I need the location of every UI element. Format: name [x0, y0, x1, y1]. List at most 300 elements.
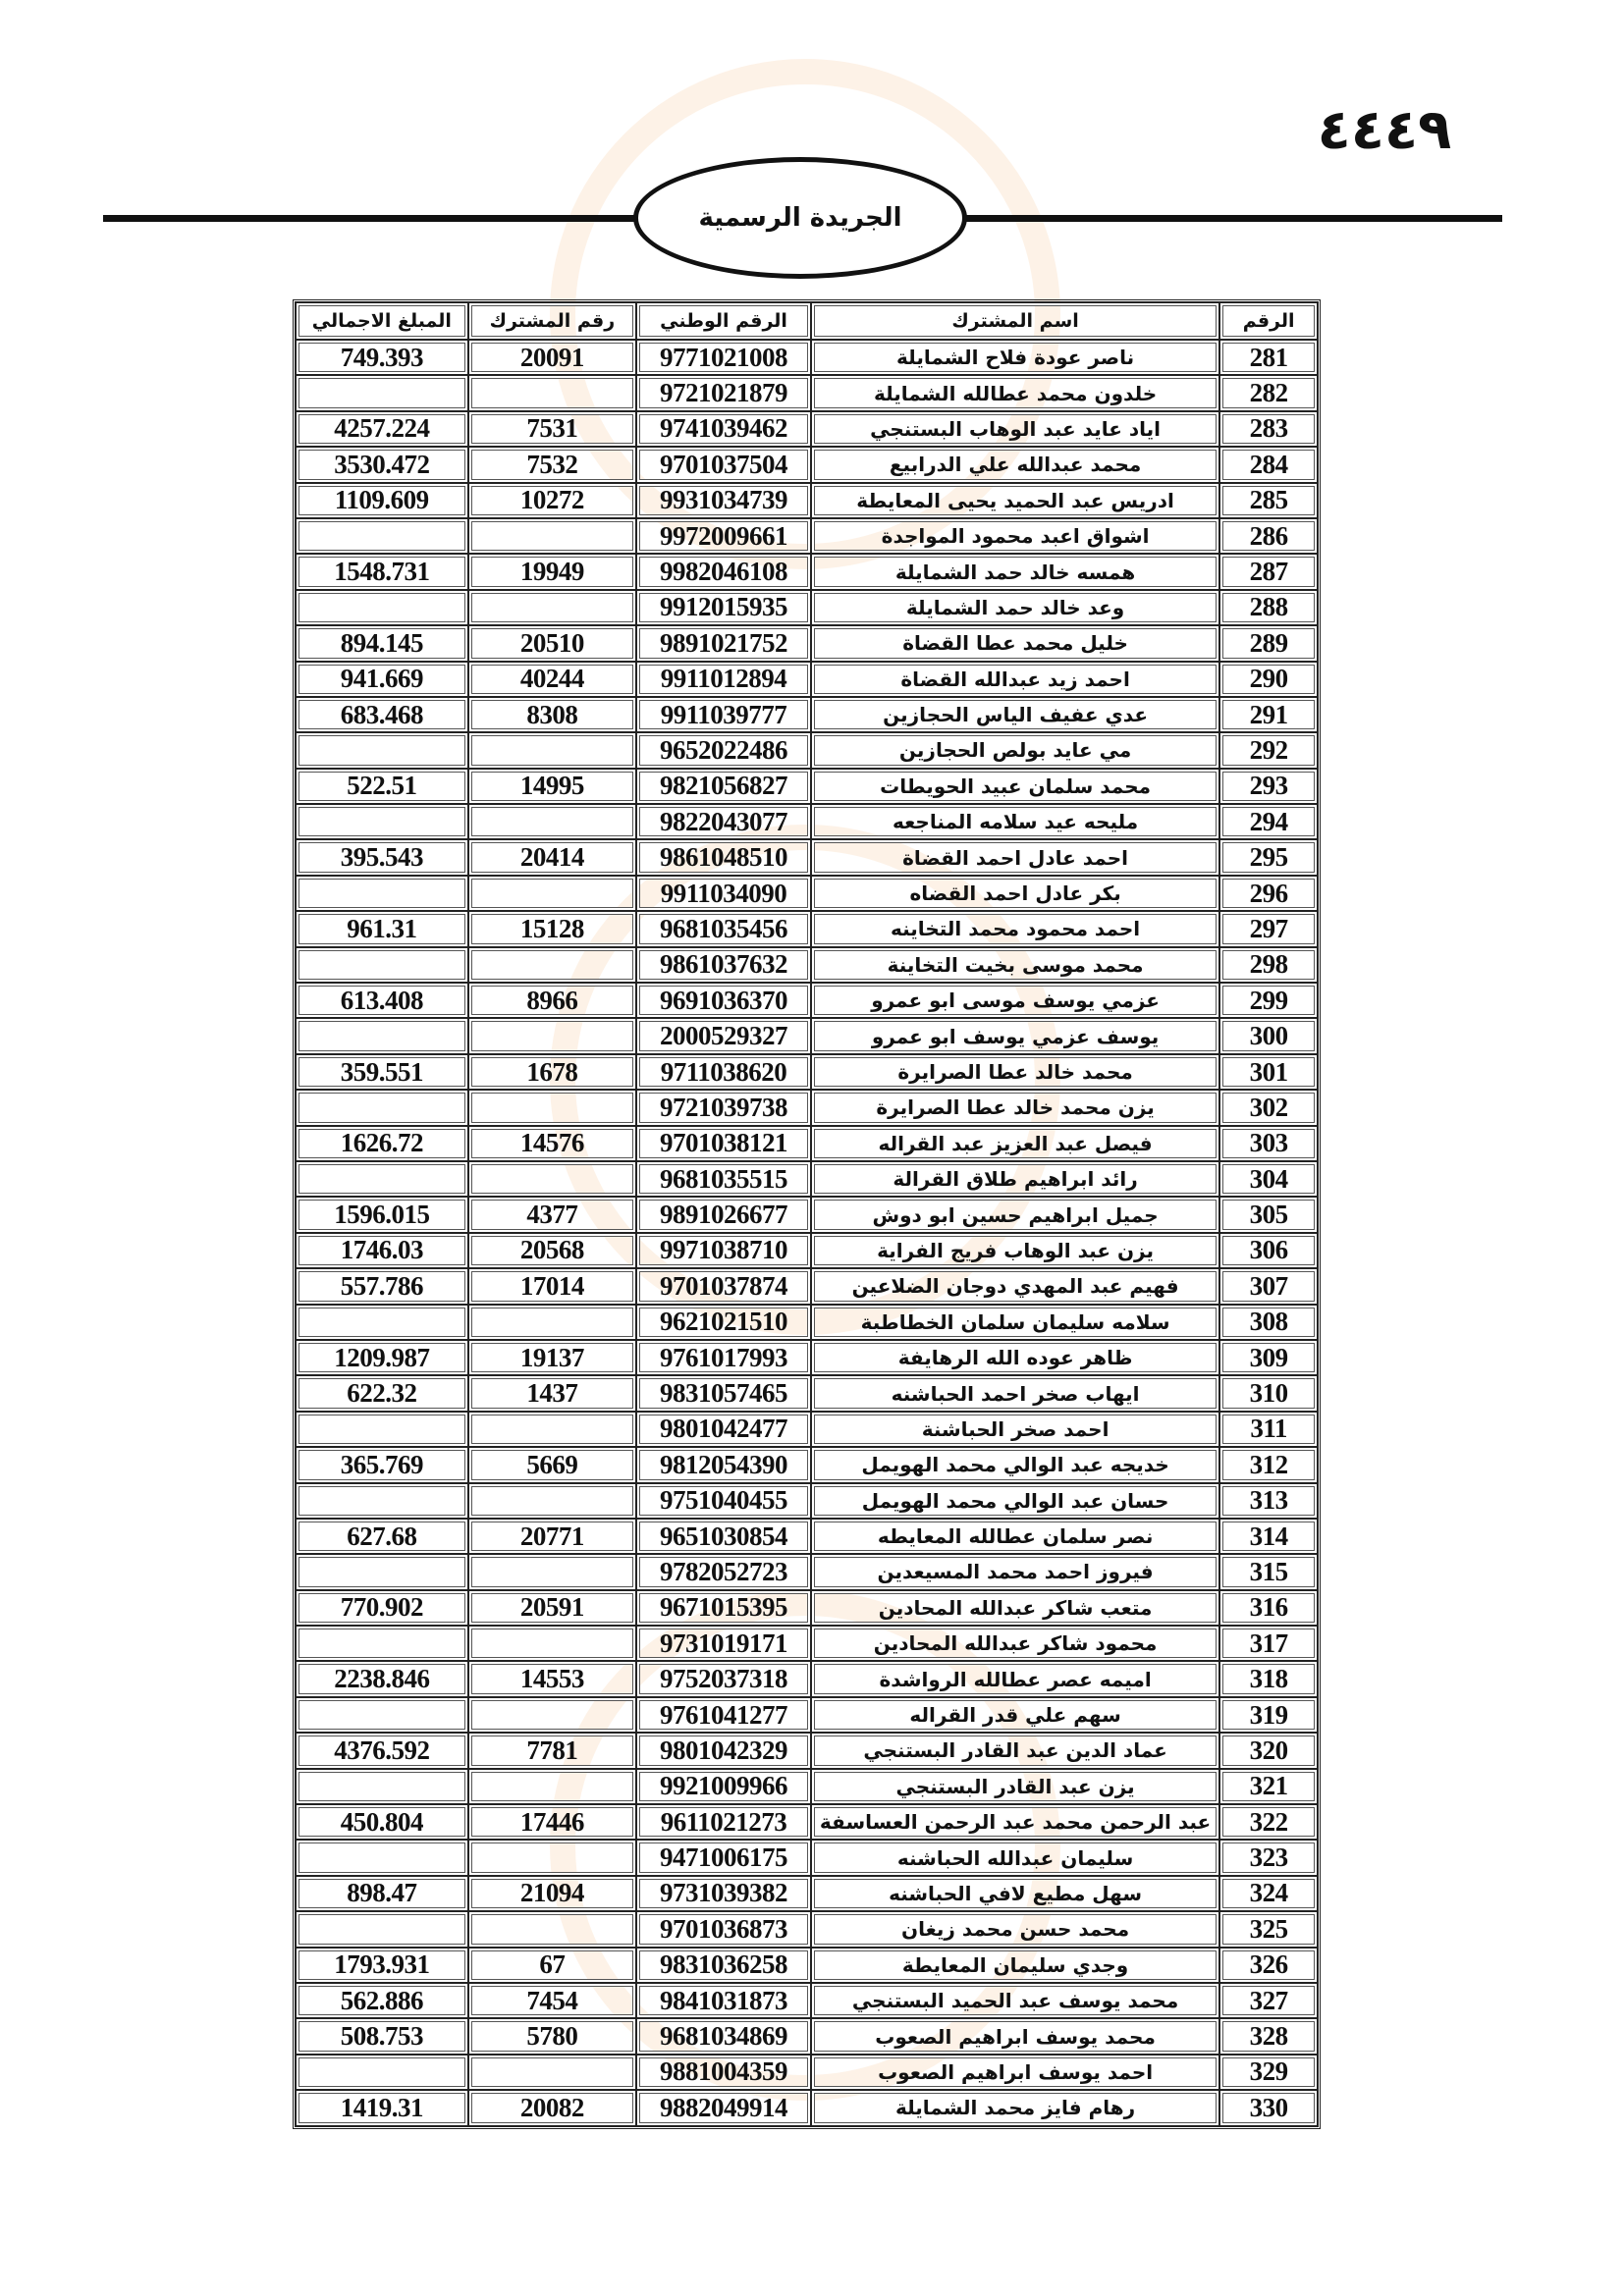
subscriber-name: جميل ابراهيم حسين ابو دوش: [811, 1197, 1219, 1232]
total-amount: 941.669: [296, 662, 468, 697]
table-row: [296, 625, 1318, 661]
national-id: 9891021752: [636, 625, 811, 661]
subscriber-number: 14995: [468, 769, 637, 804]
subscriber-name: يزن عبد القادر البستنجي: [811, 1769, 1219, 1804]
subscriber-number: [468, 804, 637, 839]
table-row: [296, 1554, 1318, 1589]
subscriber-name: فيصل عبد العزيز عبد القراله: [811, 1126, 1219, 1161]
table-row: [296, 1948, 1318, 1983]
row-number: 307: [1219, 1268, 1318, 1304]
row-number: 291: [1219, 697, 1318, 732]
table-row: [296, 1733, 1318, 1768]
table-row: [296, 732, 1318, 768]
row-number: 324: [1219, 1876, 1318, 1911]
subscriber-number: 1678: [468, 1054, 637, 1090]
col-header-number: الرقم: [1219, 302, 1318, 340]
subscriber-name: وجدي سليمان المعايطة: [811, 1948, 1219, 1983]
total-amount: 557.786: [296, 1268, 468, 1304]
table-row: [296, 340, 1318, 375]
subscriber-name: محمد يوسف ابراهيم الصعوب: [811, 2018, 1219, 2054]
total-amount: 627.68: [296, 1519, 468, 1554]
row-number: 328: [1219, 2018, 1318, 2054]
subscriber-number: [468, 1018, 637, 1053]
row-number: 330: [1219, 2090, 1318, 2125]
gazette-title: الجريدة الرسمية: [698, 203, 902, 233]
table-row: [296, 1911, 1318, 1947]
subscriber-number: [468, 1554, 637, 1589]
national-id: 9681034869: [636, 2018, 811, 2054]
col-header-total-amount: المبلغ الاجمالي: [296, 302, 468, 340]
subscriber-name: ادريس عبد الحميد يحيى المعايطة: [811, 483, 1219, 518]
subscriber-name: احمد محمود محمد التخاينه: [811, 911, 1219, 946]
table-row: [296, 1412, 1318, 1447]
table-row: [296, 769, 1318, 804]
national-id: 9652022486: [636, 732, 811, 768]
table-row: [296, 1697, 1318, 1733]
subscriber-number: 17446: [468, 1804, 637, 1840]
national-id: 9611021273: [636, 1804, 811, 1840]
row-number: 284: [1219, 447, 1318, 482]
total-amount: [296, 732, 468, 768]
subscriber-number: [468, 518, 637, 554]
total-amount: 4376.592: [296, 1733, 468, 1768]
national-id: 9861048510: [636, 839, 811, 875]
national-id: 9721021879: [636, 375, 811, 410]
row-number: 292: [1219, 732, 1318, 768]
national-id: 9882049914: [636, 2090, 811, 2125]
table-row: [296, 2090, 1318, 2125]
total-amount: [296, 2055, 468, 2090]
subscriber-name: احمد يوسف ابراهيم الصعوب: [811, 2055, 1219, 2090]
row-number: 300: [1219, 1018, 1318, 1053]
row-number: 281: [1219, 340, 1318, 375]
subscriber-number: 20510: [468, 625, 637, 661]
table-row: [296, 1054, 1318, 1090]
total-amount: [296, 1911, 468, 1947]
subscriber-number: 5669: [468, 1447, 637, 1482]
subscriber-number: 14553: [468, 1661, 637, 1696]
row-number: 288: [1219, 590, 1318, 625]
national-id: 9801042329: [636, 1733, 811, 1768]
national-id: 9471006175: [636, 1840, 811, 1875]
total-amount: 1209.987: [296, 1340, 468, 1375]
subscriber-number: [468, 1840, 637, 1875]
subscriber-number: 20591: [468, 1590, 637, 1626]
subscriber-number: 7532: [468, 447, 637, 482]
total-amount: 898.47: [296, 1876, 468, 1911]
table-row: [296, 1161, 1318, 1197]
subscriber-number: 20091: [468, 340, 637, 375]
total-amount: [296, 518, 468, 554]
national-id: 9751040455: [636, 1483, 811, 1519]
table-row: [296, 1626, 1318, 1661]
subscriber-number: 19949: [468, 554, 637, 589]
subscriber-number: [468, 590, 637, 625]
table-row: [296, 1305, 1318, 1340]
national-id: 9831057465: [636, 1375, 811, 1411]
total-amount: 683.468: [296, 697, 468, 732]
table-row: [296, 554, 1318, 589]
table-row: [296, 1840, 1318, 1875]
total-amount: 2238.846: [296, 1661, 468, 1696]
subscriber-name: سهم علي قدر القراله: [811, 1697, 1219, 1733]
table-row: [296, 483, 1318, 518]
row-number: 315: [1219, 1554, 1318, 1589]
subscriber-name: محمود شاكر عبدالله المحادين: [811, 1626, 1219, 1661]
total-amount: [296, 1769, 468, 1804]
subscriber-name: محمد خالد عطا الصرايرة: [811, 1054, 1219, 1090]
national-id: 9801042477: [636, 1412, 811, 1447]
subscriber-name: يوسف عزمي يوسف ابو عمرو: [811, 1018, 1219, 1053]
table-row: [296, 1876, 1318, 1911]
table-row: [296, 1661, 1318, 1696]
national-id: 9972009661: [636, 518, 811, 554]
total-amount: 1793.931: [296, 1948, 468, 1983]
national-id: 9761041277: [636, 1697, 811, 1733]
total-amount: 1419.31: [296, 2090, 468, 2125]
subscriber-name: سليمان عبدالله الحباشنه: [811, 1840, 1219, 1875]
subscriber-number: [468, 732, 637, 768]
row-number: 306: [1219, 1233, 1318, 1268]
total-amount: 1746.03: [296, 1233, 468, 1268]
subscriber-name: بكر عادل احمد القضاه: [811, 876, 1219, 911]
subscriber-number: [468, 1483, 637, 1519]
total-amount: 4257.224: [296, 411, 468, 447]
subscriber-name: محمد سلمان عبيد الحويطات: [811, 769, 1219, 804]
total-amount: 1548.731: [296, 554, 468, 589]
total-amount: [296, 590, 468, 625]
total-amount: [296, 804, 468, 839]
national-id: 9911039777: [636, 697, 811, 732]
table-row: [296, 375, 1318, 410]
total-amount: 359.551: [296, 1054, 468, 1090]
table-row: [296, 1126, 1318, 1161]
subscriber-name: اياد عايد عبد الوهاب البستنجي: [811, 411, 1219, 447]
row-number: 285: [1219, 483, 1318, 518]
total-amount: [296, 1483, 468, 1519]
total-amount: 613.408: [296, 983, 468, 1018]
row-number: 283: [1219, 411, 1318, 447]
total-amount: 1109.609: [296, 483, 468, 518]
row-number: 321: [1219, 1769, 1318, 1804]
subscriber-name: رائد ابراهيم طلاق القرالة: [811, 1161, 1219, 1197]
table-row: [296, 2055, 1318, 2090]
subscriber-name: مليحه عيد سلامه المناجعه: [811, 804, 1219, 839]
subscribers-table: [293, 299, 1321, 2129]
row-number: 303: [1219, 1126, 1318, 1161]
total-amount: 365.769: [296, 1447, 468, 1482]
total-amount: [296, 1697, 468, 1733]
subscriber-number: [468, 1911, 637, 1947]
total-amount: 522.51: [296, 769, 468, 804]
subscriber-name: همسه خالد حمد الشمايلة: [811, 554, 1219, 589]
national-id: 9891026677: [636, 1197, 811, 1232]
subscriber-number: [468, 876, 637, 911]
row-number: 282: [1219, 375, 1318, 410]
subscriber-number: 14576: [468, 1126, 637, 1161]
table-row: [296, 411, 1318, 447]
total-amount: 562.886: [296, 1983, 468, 2018]
row-number: 296: [1219, 876, 1318, 911]
row-number: 289: [1219, 625, 1318, 661]
row-number: 302: [1219, 1090, 1318, 1125]
total-amount: [296, 947, 468, 983]
subscriber-name: احمد عادل احمد القضاة: [811, 839, 1219, 875]
subscriber-name: خديجه عبد الوالي محمد الهويمل: [811, 1447, 1219, 1482]
table-row: [296, 1804, 1318, 1840]
subscriber-number: 20082: [468, 2090, 637, 2125]
total-amount: [296, 1161, 468, 1197]
subscriber-number: [468, 947, 637, 983]
subscriber-number: [468, 1305, 637, 1340]
subscriber-name: يزن عبد الوهاب فريج الفراية: [811, 1233, 1219, 1268]
gazette-title-oval: [633, 157, 967, 279]
subscriber-number: 7781: [468, 1733, 637, 1768]
table-row: [296, 876, 1318, 911]
total-amount: 770.902: [296, 1590, 468, 1626]
table-row: [296, 697, 1318, 732]
national-id: 9681035456: [636, 911, 811, 946]
national-id: 9731019171: [636, 1626, 811, 1661]
table-row: [296, 1233, 1318, 1268]
row-number: 312: [1219, 1447, 1318, 1482]
total-amount: [296, 375, 468, 410]
total-amount: 622.32: [296, 1375, 468, 1411]
national-id: 9701037504: [636, 447, 811, 482]
national-id: 9812054390: [636, 1447, 811, 1482]
national-id: 9681035515: [636, 1161, 811, 1197]
national-id: 9701037874: [636, 1268, 811, 1304]
total-amount: 1596.015: [296, 1197, 468, 1232]
national-id: 9911034090: [636, 876, 811, 911]
subscriber-number: [468, 1626, 637, 1661]
subscriber-name: يزن محمد خالد عطا الصرايرة: [811, 1090, 1219, 1125]
subscriber-number: 19137: [468, 1340, 637, 1375]
table-row: [296, 447, 1318, 482]
subscriber-name: ايهاب صخر احمد الحباشنه: [811, 1375, 1219, 1411]
national-id: 9752037318: [636, 1661, 811, 1696]
national-id: 9711038620: [636, 1054, 811, 1090]
subscriber-number: 4377: [468, 1197, 637, 1232]
subscriber-name: نصر سلمان عطالله المعايطه: [811, 1519, 1219, 1554]
subscriber-name: خليل محمد عطا القضاة: [811, 625, 1219, 661]
page-number: ٤٤٤٩: [1317, 98, 1452, 162]
subscriber-number: [468, 1769, 637, 1804]
total-amount: [296, 1412, 468, 1447]
subscriber-number: 8966: [468, 983, 637, 1018]
table-row: [296, 804, 1318, 839]
total-amount: 395.543: [296, 839, 468, 875]
subscriber-name: اشواق اعبد محمود المواجدة: [811, 518, 1219, 554]
row-number: 313: [1219, 1483, 1318, 1519]
national-id: 9931034739: [636, 483, 811, 518]
national-id: 2000529327: [636, 1018, 811, 1053]
row-number: 326: [1219, 1948, 1318, 1983]
row-number: 310: [1219, 1375, 1318, 1411]
subscriber-name: حسان عبد الوالي محمد الهويمل: [811, 1483, 1219, 1519]
subscriber-name: محمد عبدالله علي الدرابيع: [811, 447, 1219, 482]
table-row: [296, 947, 1318, 983]
total-amount: [296, 1554, 468, 1589]
national-id: 9651030854: [636, 1519, 811, 1554]
national-id: 9971038710: [636, 1233, 811, 1268]
table-row: [296, 983, 1318, 1018]
subscriber-number: [468, 1697, 637, 1733]
national-id: 9861037632: [636, 947, 811, 983]
national-id: 9701036873: [636, 1911, 811, 1947]
subscriber-number: 15128: [468, 911, 637, 946]
national-id: 9741039462: [636, 411, 811, 447]
subscriber-number: [468, 1090, 637, 1125]
subscriber-number: 67: [468, 1948, 637, 1983]
total-amount: 508.753: [296, 2018, 468, 2054]
subscriber-number: [468, 375, 637, 410]
subscriber-name: خلدون محمد عطالله الشمايلة: [811, 375, 1219, 410]
table-header-row: [296, 302, 1318, 340]
row-number: 309: [1219, 1340, 1318, 1375]
subscriber-name: عبد الرحمن محمد عبد الرحمن العساسفة: [811, 1804, 1219, 1840]
national-id: 9621021510: [636, 1305, 811, 1340]
total-amount: [296, 1305, 468, 1340]
row-number: 318: [1219, 1661, 1318, 1696]
national-id: 9841031873: [636, 1983, 811, 2018]
subscriber-name: رهام فايز محمد الشمايلة: [811, 2090, 1219, 2125]
national-id: 9821056827: [636, 769, 811, 804]
row-number: 304: [1219, 1161, 1318, 1197]
row-number: 295: [1219, 839, 1318, 875]
subscriber-number: 40244: [468, 662, 637, 697]
row-number: 322: [1219, 1804, 1318, 1840]
row-number: 327: [1219, 1983, 1318, 2018]
national-id: 9911012894: [636, 662, 811, 697]
total-amount: 450.804: [296, 1804, 468, 1840]
row-number: 290: [1219, 662, 1318, 697]
subscriber-number: 7531: [468, 411, 637, 447]
total-amount: 894.145: [296, 625, 468, 661]
subscriber-number: 20414: [468, 839, 637, 875]
row-number: 301: [1219, 1054, 1318, 1090]
row-number: 317: [1219, 1626, 1318, 1661]
subscriber-name: مي عايد بولص الحجازين: [811, 732, 1219, 768]
subscriber-name: عزمي يوسف موسى ابو عمرو: [811, 983, 1219, 1018]
subscriber-number: 20771: [468, 1519, 637, 1554]
row-number: 320: [1219, 1733, 1318, 1768]
row-number: 329: [1219, 2055, 1318, 2090]
total-amount: [296, 1840, 468, 1875]
row-number: 325: [1219, 1911, 1318, 1947]
table-row: [296, 2018, 1318, 2054]
subscriber-number: 21094: [468, 1876, 637, 1911]
table-row: [296, 839, 1318, 875]
subscriber-name: احمد صخر الحباشنة: [811, 1412, 1219, 1447]
row-number: 299: [1219, 983, 1318, 1018]
total-amount: [296, 1090, 468, 1125]
subscriber-number: 8308: [468, 697, 637, 732]
total-amount: 1626.72: [296, 1126, 468, 1161]
total-amount: 749.393: [296, 340, 468, 375]
table-row: [296, 1197, 1318, 1232]
national-id: 9731039382: [636, 1876, 811, 1911]
row-number: 293: [1219, 769, 1318, 804]
row-number: 297: [1219, 911, 1318, 946]
table-row: [296, 1769, 1318, 1804]
national-id: 9982046108: [636, 554, 811, 589]
subscriber-name: ظاهر عوده الله الرهايفة: [811, 1340, 1219, 1375]
subscriber-name: فهيم عبد المهدي دوجان الضلاعين: [811, 1268, 1219, 1304]
row-number: 314: [1219, 1519, 1318, 1554]
total-amount: [296, 876, 468, 911]
subscriber-name: وعد خالد حمد الشمايلة: [811, 590, 1219, 625]
row-number: 323: [1219, 1840, 1318, 1875]
subscriber-name: فيروز احمد محمد المسيعدين: [811, 1554, 1219, 1589]
national-id: 9761017993: [636, 1340, 811, 1375]
table-row: [296, 1447, 1318, 1482]
subscriber-name: عماد الدين عبد القادر البستنجي: [811, 1733, 1219, 1768]
row-number: 287: [1219, 554, 1318, 589]
subscriber-number: 10272: [468, 483, 637, 518]
table-row: [296, 590, 1318, 625]
subscriber-name: متعب شاكر عبدالله المحادين: [811, 1590, 1219, 1626]
table-row: [296, 662, 1318, 697]
table-row: [296, 1983, 1318, 2018]
national-id: 9881004359: [636, 2055, 811, 2090]
national-id: 9671015395: [636, 1590, 811, 1626]
subscriber-name: محمد يوسف عبد الحميد البستنجي: [811, 1983, 1219, 2018]
national-id: 9822043077: [636, 804, 811, 839]
national-id: 9921009966: [636, 1769, 811, 1804]
row-number: 305: [1219, 1197, 1318, 1232]
row-number: 298: [1219, 947, 1318, 983]
subscriber-number: [468, 1412, 637, 1447]
subscriber-name: عدي عفيف الياس الحجازين: [811, 697, 1219, 732]
subscriber-name: سلامه سليمان سلمان الخطاطبة: [811, 1305, 1219, 1340]
col-header-name: اسم المشترك: [811, 302, 1219, 340]
row-number: 294: [1219, 804, 1318, 839]
table-row: [296, 1483, 1318, 1519]
national-id: 9771021008: [636, 340, 811, 375]
table-row: [296, 1090, 1318, 1125]
national-id: 9701038121: [636, 1126, 811, 1161]
total-amount: 961.31: [296, 911, 468, 946]
total-amount: [296, 1018, 468, 1053]
total-amount: 3530.472: [296, 447, 468, 482]
col-header-national-id: الرقم الوطني: [636, 302, 811, 340]
subscriber-number: [468, 1161, 637, 1197]
subscriber-number: 5780: [468, 2018, 637, 2054]
subscriber-name: احمد زيد عبدالله القضاة: [811, 662, 1219, 697]
col-header-subscriber-no: رقم المشترك: [468, 302, 637, 340]
national-id: 9691036370: [636, 983, 811, 1018]
national-id: 9912015935: [636, 590, 811, 625]
subscriber-name: سهل مطيع لافي الحباشنه: [811, 1876, 1219, 1911]
table-row: [296, 1375, 1318, 1411]
national-id: 9831036258: [636, 1948, 811, 1983]
table-row: [296, 1340, 1318, 1375]
subscriber-number: 20568: [468, 1233, 637, 1268]
national-id: 9782052723: [636, 1554, 811, 1589]
row-number: 319: [1219, 1697, 1318, 1733]
subscriber-name: محمد حسن محمد زيغان: [811, 1911, 1219, 1947]
national-id: 9721039738: [636, 1090, 811, 1125]
subscriber-number: 1437: [468, 1375, 637, 1411]
table-row: [296, 1268, 1318, 1304]
row-number: 316: [1219, 1590, 1318, 1626]
subscriber-number: 7454: [468, 1983, 637, 2018]
subscriber-number: 17014: [468, 1268, 637, 1304]
subscriber-name: ناصر عودة فلاح الشمايلة: [811, 340, 1219, 375]
table-row: [296, 911, 1318, 946]
subscriber-number: [468, 2055, 637, 2090]
